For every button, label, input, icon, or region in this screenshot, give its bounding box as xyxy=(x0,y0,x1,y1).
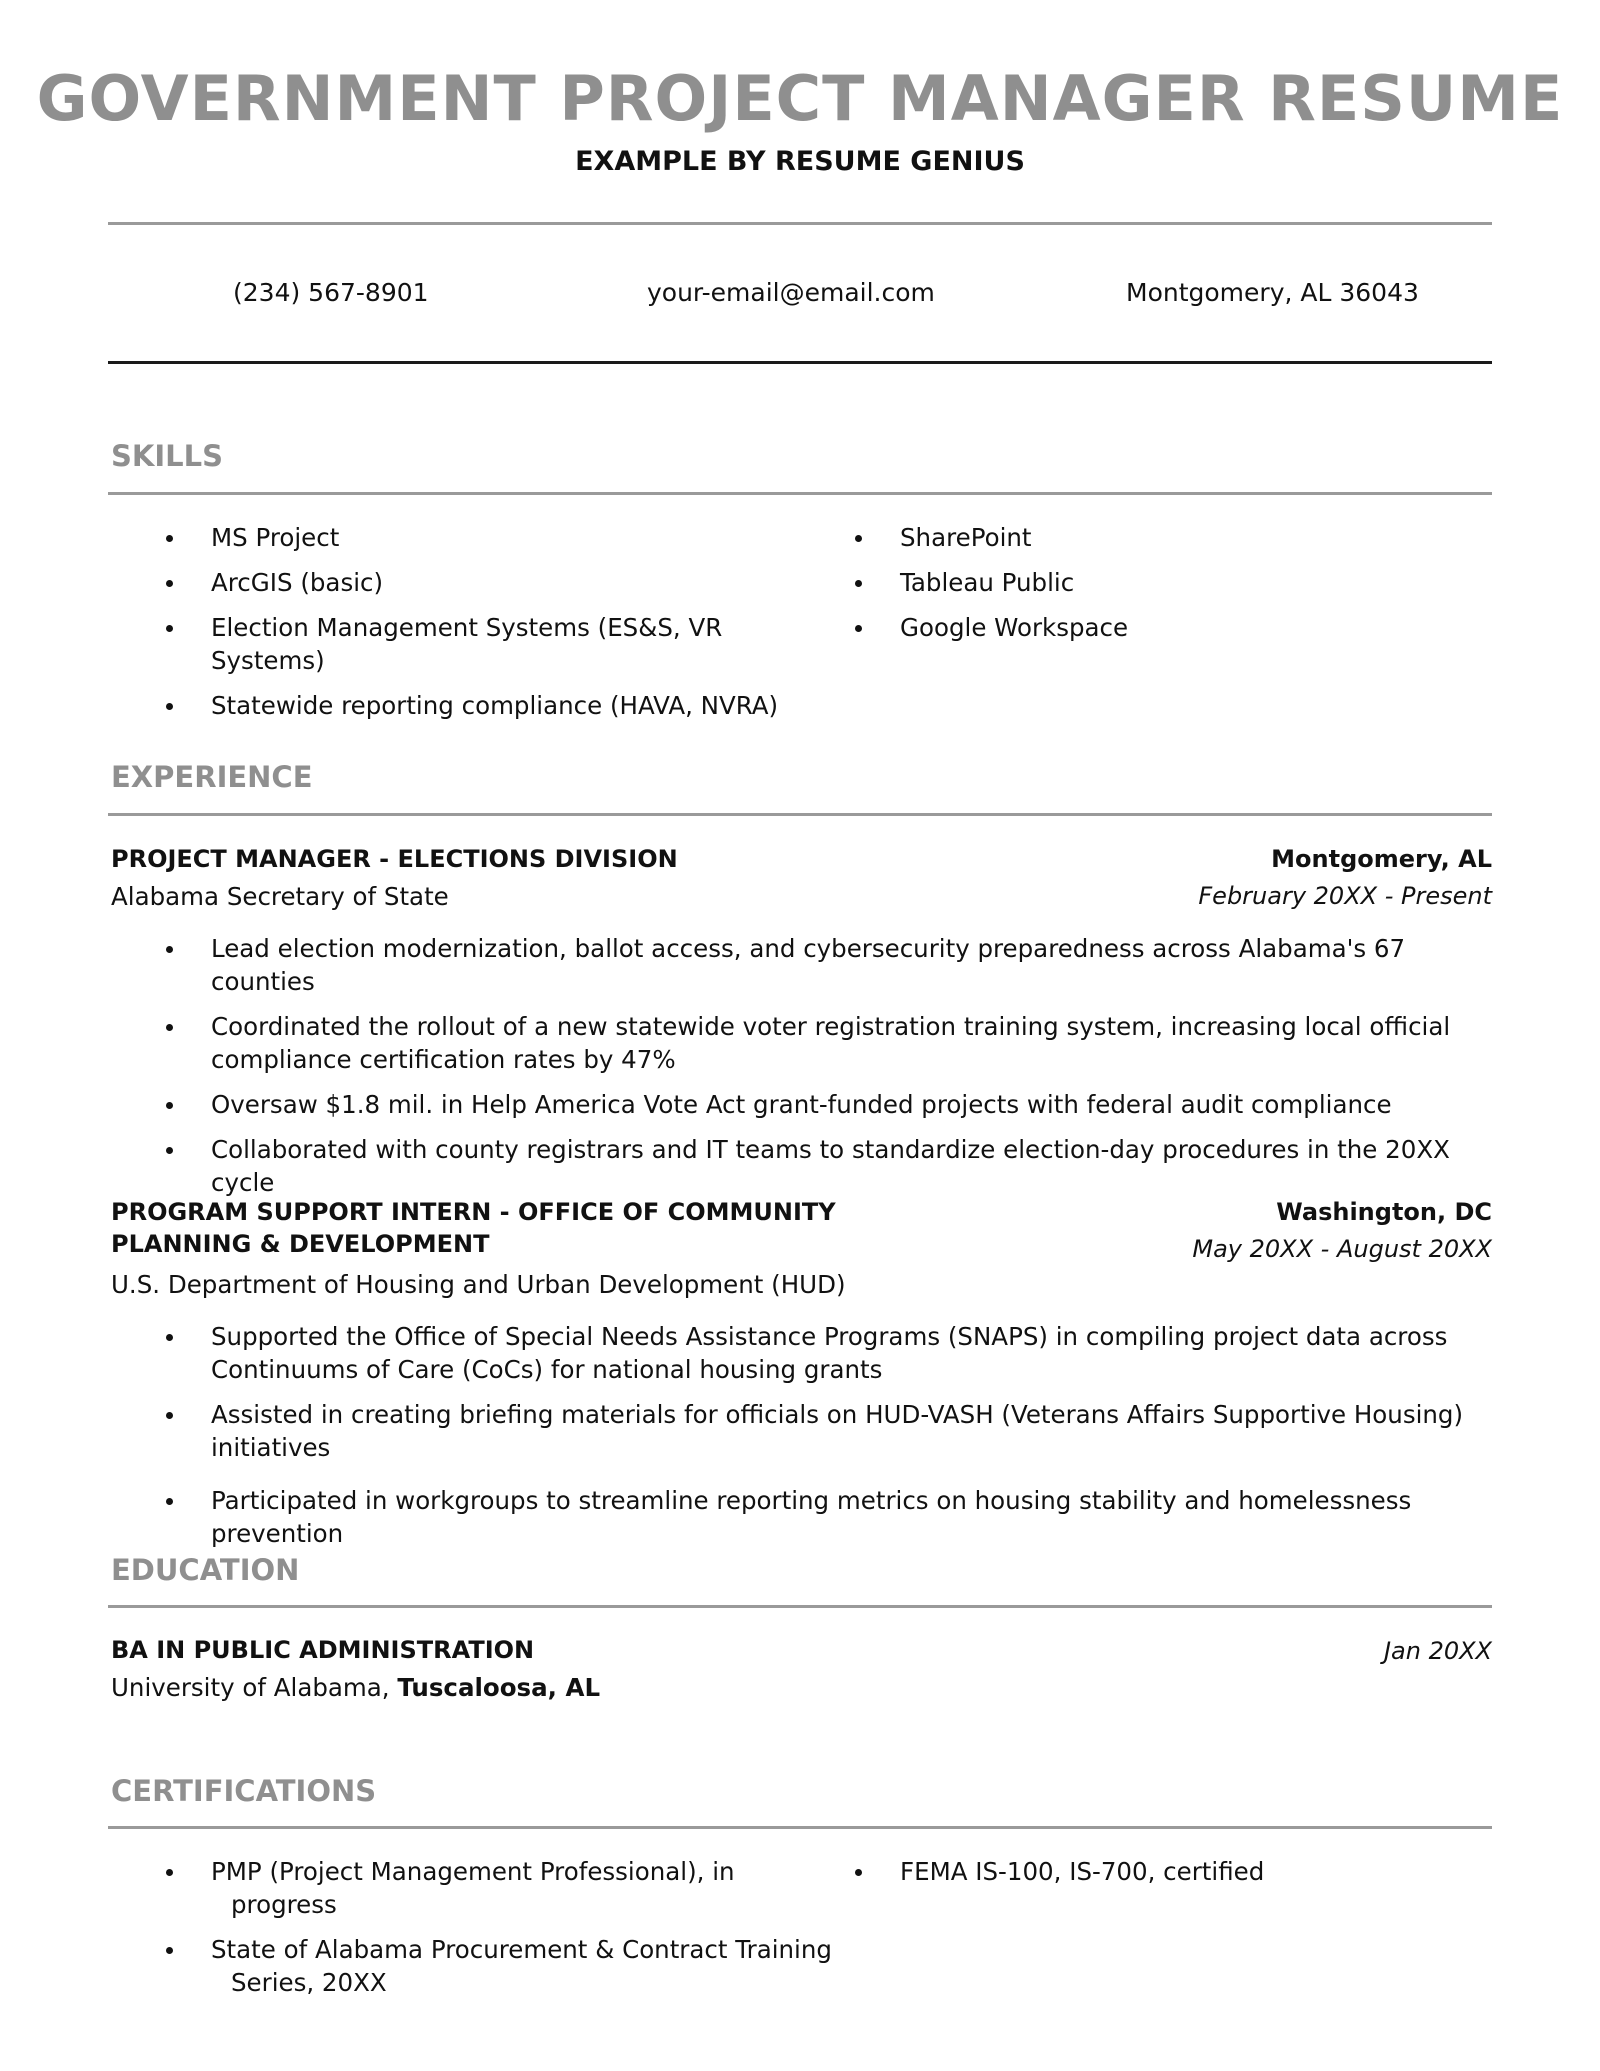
bullet-icon xyxy=(166,1147,173,1154)
bullet-icon xyxy=(166,1869,173,1876)
school-location: Tuscaloosa, AL xyxy=(397,1673,601,1702)
skill-item: MS Project xyxy=(211,521,831,554)
certifications-list-left xyxy=(211,1855,851,1999)
contact-divider xyxy=(108,361,1492,364)
bullet-icon xyxy=(855,1869,862,1876)
header-divider xyxy=(108,222,1492,225)
skills-list-left xyxy=(211,521,831,722)
school-name: University of Alabama, xyxy=(111,1673,390,1702)
job-organization: Alabama Secretary of State xyxy=(111,882,449,911)
certifications-list-right xyxy=(900,1855,1460,1888)
job-location: Montgomery, AL xyxy=(1271,845,1492,873)
experience-heading: EXPERIENCE xyxy=(111,760,313,794)
job-title-continued: PLANNING & DEVELOPMENT xyxy=(111,1230,490,1258)
certification-item: State of Alabama Procurement & Contract Training Series, 20XX xyxy=(211,1933,851,1999)
resume-title: GOVERNMENT PROJECT MANAGER RESUME xyxy=(36,62,1564,135)
contact-location: Montgomery, AL 36043 xyxy=(1126,278,1419,307)
education-date: Jan 20XX xyxy=(1383,1637,1492,1665)
certification-item: FEMA IS-100, IS-700, certified xyxy=(900,1855,1460,1888)
list-item: Lead election modernization, ballot access, and cybersecurity preparedness across Alabama's 67 counties xyxy=(211,932,1481,998)
education-divider xyxy=(108,1605,1492,1608)
job-dates: February 20XX - Present xyxy=(1198,882,1492,910)
bullet-icon xyxy=(166,1412,173,1419)
list-item: Collaborated with county registrars and IT teams to standardize election-day procedures in the 20XX cycle xyxy=(211,1133,1481,1199)
certification-item: PMP (Project Management Professional), in progress xyxy=(211,1855,851,1921)
school xyxy=(111,1673,600,1702)
bullet-icon xyxy=(166,625,173,632)
skill-item: Tableau Public xyxy=(900,566,1460,599)
job-bullets xyxy=(211,932,1481,1199)
job-bullets xyxy=(211,1320,1481,1550)
bullet-icon xyxy=(166,580,173,587)
job-title: PROJECT MANAGER - ELECTIONS DIVISION xyxy=(111,845,678,873)
bullet-icon xyxy=(166,1498,173,1505)
certifications-divider xyxy=(108,1826,1492,1829)
list-item: Oversaw $1.8 mil. in Help America Vote Act grant-funded projects with federal audit compliance xyxy=(211,1088,1481,1121)
skills-heading: SKILLS xyxy=(111,439,223,473)
bullet-icon xyxy=(855,625,862,632)
skills-list-right xyxy=(900,521,1460,644)
bullet-icon xyxy=(166,1334,173,1341)
bullet-icon xyxy=(166,1102,173,1109)
list-item: Assisted in creating briefing materials for officials on HUD-VASH (Veterans Affairs Supportive Housing) initiatives xyxy=(211,1398,1481,1464)
contact-phone: (234) 567-8901 xyxy=(233,278,429,307)
skill-item: Statewide reporting compliance (HAVA, NVRA) xyxy=(211,689,831,722)
certifications-heading: CERTIFICATIONS xyxy=(111,1774,377,1808)
bullet-icon xyxy=(855,535,862,542)
job-location: Washington, DC xyxy=(1276,1198,1492,1226)
bullet-icon xyxy=(166,535,173,542)
list-item: Supported the Office of Special Needs Assistance Programs (SNAPS) in compiling project data across Continuums of Care (CoCs) for national housing grants xyxy=(211,1320,1481,1386)
contact-email: your-email@email.com xyxy=(647,278,935,307)
education-heading: EDUCATION xyxy=(111,1553,300,1587)
skill-item: Election Management Systems (ES&S, VR Systems) xyxy=(211,611,831,677)
list-item: Participated in workgroups to streamline reporting metrics on housing stability and homelessness prevention xyxy=(211,1484,1481,1550)
bullet-icon xyxy=(166,946,173,953)
skills-divider xyxy=(108,492,1492,495)
bullet-icon xyxy=(166,703,173,710)
list-item: Coordinated the rollout of a new statewide voter registration training system, increasing local official compliance certification rates by 47% xyxy=(211,1010,1481,1076)
job-dates: May 20XX - August 20XX xyxy=(1192,1235,1492,1263)
skill-item: SharePoint xyxy=(900,521,1460,554)
bullet-icon xyxy=(855,580,862,587)
job-title: PROGRAM SUPPORT INTERN - OFFICE OF COMMUNITY xyxy=(111,1198,836,1226)
job-organization: U.S. Department of Housing and Urban Development (HUD) xyxy=(111,1270,846,1299)
degree-title: BA IN PUBLIC ADMINISTRATION xyxy=(111,1636,535,1664)
bullet-icon xyxy=(166,1947,173,1954)
experience-divider xyxy=(108,813,1492,816)
skill-item: ArcGIS (basic) xyxy=(211,566,831,599)
bullet-icon xyxy=(166,1024,173,1031)
skill-item: Google Workspace xyxy=(900,611,1460,644)
resume-subtitle: EXAMPLE BY RESUME GENIUS xyxy=(575,146,1025,177)
